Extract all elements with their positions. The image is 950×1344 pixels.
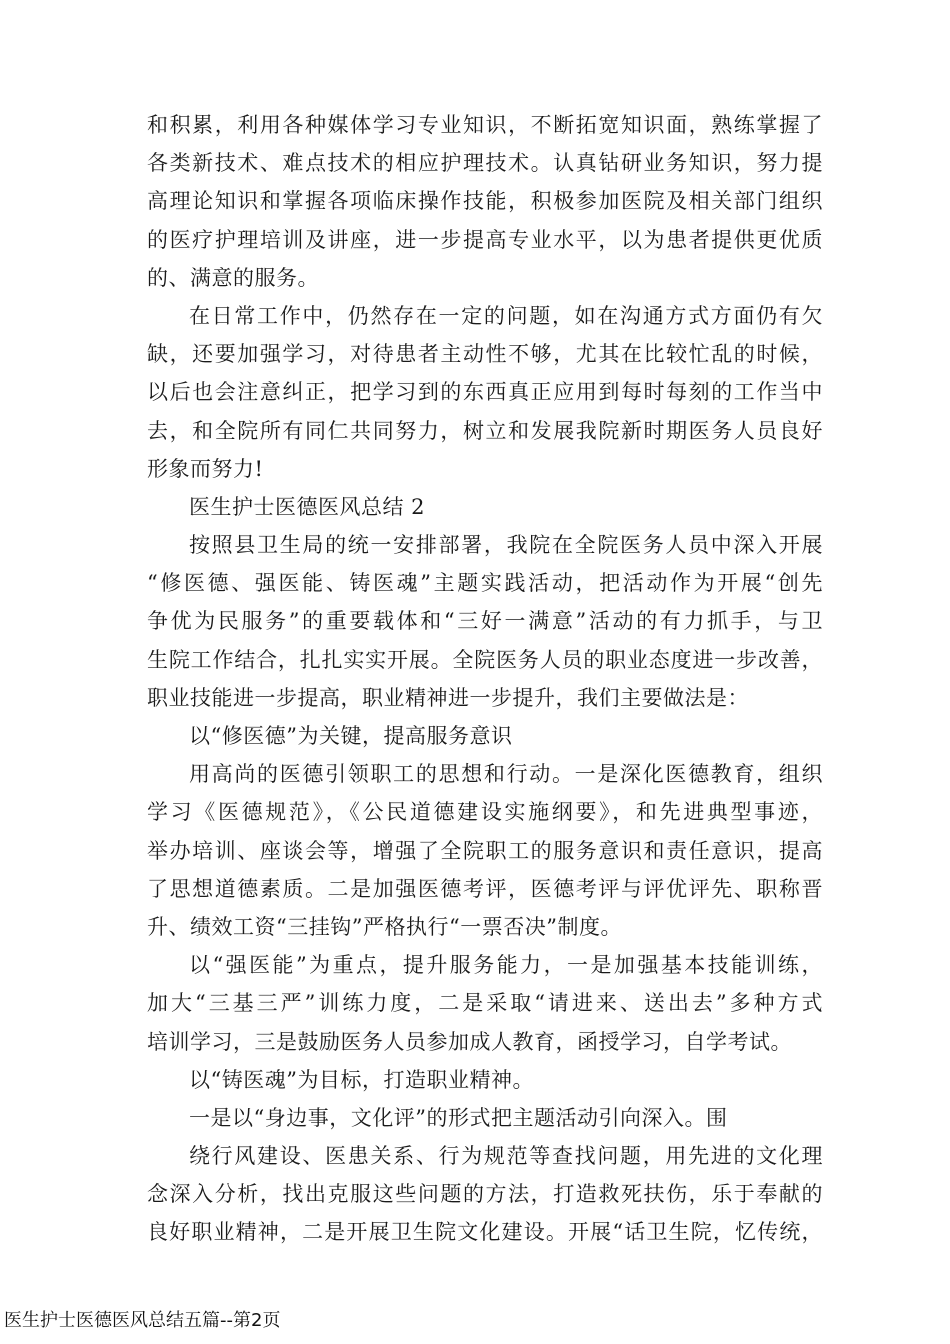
text-line: 了思想道德素质。二是加强医德考评，医德考评与评优评先、职称晋 <box>147 876 823 901</box>
paragraph-first-line: 用高尚的医德引领职工的思想和行动。一是深化医德教育，组织 <box>189 762 823 787</box>
text-line: 和积累，利用各种媒体学习专业知识，不断拓宽知识面，熟练掌握了 <box>147 113 823 137</box>
text-line: 的、满意的服务。 <box>147 265 319 290</box>
text-line: 去，和全院所有同仁共同努力，树立和发展我院新时期医务人员良好 <box>147 418 823 443</box>
text-line: 生院工作结合，扎扎实实开展。全院医务人员的职业态度进一步改善， <box>147 647 823 672</box>
text-line: 念深入分析，找出克服这些问题的方法，打造救死扶伤，乐于奉献的 <box>147 1182 823 1207</box>
text-line: 的医疗护理培训及讲座，进一步提高专业水平，以为患者提供更优质 <box>147 227 823 252</box>
text-line: 加大“三基三严”训练力度，二是采取“请进来、送出去”多种方式 <box>147 991 823 1016</box>
text-line: 缺，还要加强学习，对待患者主动性不够，尤其在比较忙乱的时候， <box>147 342 823 367</box>
section-heading: 医生护士医德医风总结 2 <box>189 494 426 519</box>
subheading: 以“铸医魂”为目标，打造职业精神。 <box>189 1067 534 1092</box>
page-footer: 医生护士医德医风总结五篇--第2页 <box>4 1310 281 1331</box>
paragraph-first-line: 一是以“身边事，文化评”的形式把主题活动引向深入。围 <box>189 1105 728 1130</box>
document-body <box>147 106 823 1252</box>
paragraph-first-line: 以“强医能”为重点，提升服务能力，一是加强基本技能训练， <box>189 953 823 978</box>
text-line: 以后也会注意纠正，把学习到的东西真正应用到每时每刻的工作当中 <box>147 380 823 405</box>
subheading: 以“修医德”为关键，提高服务意识 <box>189 724 513 748</box>
text-line: 举办培训、座谈会等，增强了全院职工的服务意识和责任意识，提高 <box>147 838 823 863</box>
text-line: 培训学习，三是鼓励医务人员参加成人教育，函授学习，自学考试。 <box>147 1029 792 1054</box>
paragraph-first-line: 绕行风建设、医患关系、行为规范等查找问题，用先进的文化理 <box>189 1144 823 1169</box>
text-line: 各类新技术、难点技术的相应护理技术。认真钻研业务知识，努力提 <box>147 151 823 176</box>
text-line: 职业技能进一步提高，职业精神进一步提升，我们主要做法是： <box>147 685 749 710</box>
text-line: “修医德、强医能、铸医魂”主题实践活动，把活动作为开展“创先 <box>147 571 823 596</box>
text-line: 形象而努力! <box>147 456 264 481</box>
paragraph-first-line: 在日常工作中，仍然存在一定的问题，如在沟通方式方面仍有欠 <box>189 303 823 328</box>
paragraph-first-line: 按照县卫生局的统一安排部署，我院在全院医务人员中深入开展 <box>189 533 823 558</box>
text-line: 争优为民服务”的重要载体和“三好一满意”活动的有力抓手，与卫 <box>147 609 823 634</box>
text-line: 高理论知识和掌握各项临床操作技能，积极参加医院及相关部门组织 <box>147 189 823 214</box>
text-line: 良好职业精神，二是开展卫生院文化建设。开展“话卫生院，忆传统， <box>147 1220 823 1245</box>
text-line: 升、绩效工资“三挂钩”严格执行“一票否决”制度。 <box>147 914 622 939</box>
text-line: 学习《医德规范》，《公民道德建设实施纲要》，和先进典型事迹， <box>147 800 823 825</box>
